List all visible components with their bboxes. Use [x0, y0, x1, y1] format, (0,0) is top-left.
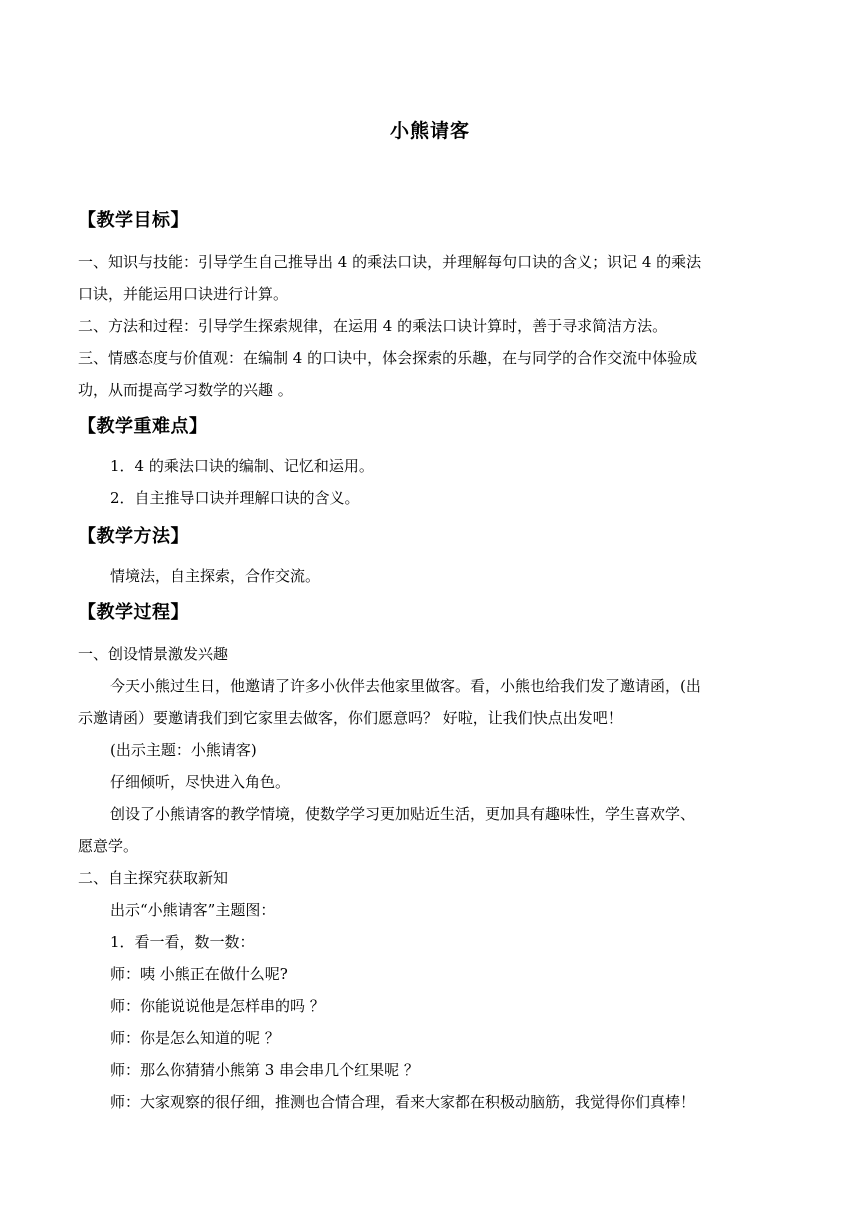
objectives-line-4: 三、情感态度与价值观：在编制 4 的口诀中，体会探索的乐趣，在与同学的合作交流中体验成 [78, 349, 698, 367]
process-line-3: 示邀请函）要邀请我们到它家里去做客，你们愿意吗？ 好啦，让我们快点出发吧！ [78, 709, 623, 727]
process-line-5: 仔细倾听，尽快进入角色。 [110, 773, 291, 791]
objectives-line-3: 二、方法和过程：引导学生探索规律，在运用 4 的乘法口诀计算时，善于寻求简洁方法。 [78, 317, 668, 335]
keypoints-line-2: 2．自主推导口诀并理解口诀的含义。 [110, 489, 360, 507]
process-line-10: 1．看一看，数一数： [110, 933, 255, 951]
objectives-line-5: 功，从而提高学习数学的兴趣 。 [78, 381, 293, 399]
process-line-15: 师：大家观察的很仔细，推测也合情合理，看来大家都在积极动脑筋，我觉得你们真棒！ [110, 1093, 696, 1111]
process-line-14: 师：那么你猜猜小熊第 3 串会串几个红果呢 ？ [110, 1061, 419, 1079]
process-line-6: 创设了小熊请客的教学情境，使数学学习更加贴近生活，更加具有趣味性，学生喜欢学、 [110, 805, 696, 823]
keypoints-line-1: 1．4 的乘法口诀的编制、记忆和运用。 [110, 457, 374, 475]
process-line-8: 二、自主探究获取新知 [78, 869, 229, 887]
process-line-11: 师：咦 小熊正在做什么呢? [110, 965, 288, 983]
objectives-line-2: 口诀，并能运用口诀进行计算。 [78, 285, 289, 303]
process-line-7: 愿意学。 [78, 837, 139, 855]
objectives-heading: 【教学目标】 [78, 210, 189, 231]
page-title: 小熊请客 [389, 120, 470, 142]
methods-heading: 【教学方法】 [78, 526, 189, 547]
methods-line-1: 情境法，自主探索，合作交流。 [110, 567, 321, 585]
process-line-13: 师：你是怎么知道的呢 ？ [110, 1029, 280, 1047]
keypoints-heading: 【教学重难点】 [78, 416, 208, 437]
process-line-2: 今天小熊过生日，他邀请了许多小伙伴去他家里做客。看，小熊也给我们发了邀请函，(出 [110, 677, 701, 695]
process-heading: 【教学过程】 [78, 602, 189, 623]
process-line-4: (出示主题：小熊请客) [110, 741, 257, 759]
process-line-12: 师：你能说说他是怎样串的吗 ？ [110, 997, 325, 1015]
process-line-1: 一、创设情景激发兴趣 [78, 645, 229, 663]
process-line-9: 出示“小熊请客”主题图： [110, 901, 276, 919]
objectives-line-1: 一、知识与技能：引导学生自己推导出 4 的乘法口诀，并理解每句口诀的含义；识记 4 的乘法 [78, 253, 702, 271]
